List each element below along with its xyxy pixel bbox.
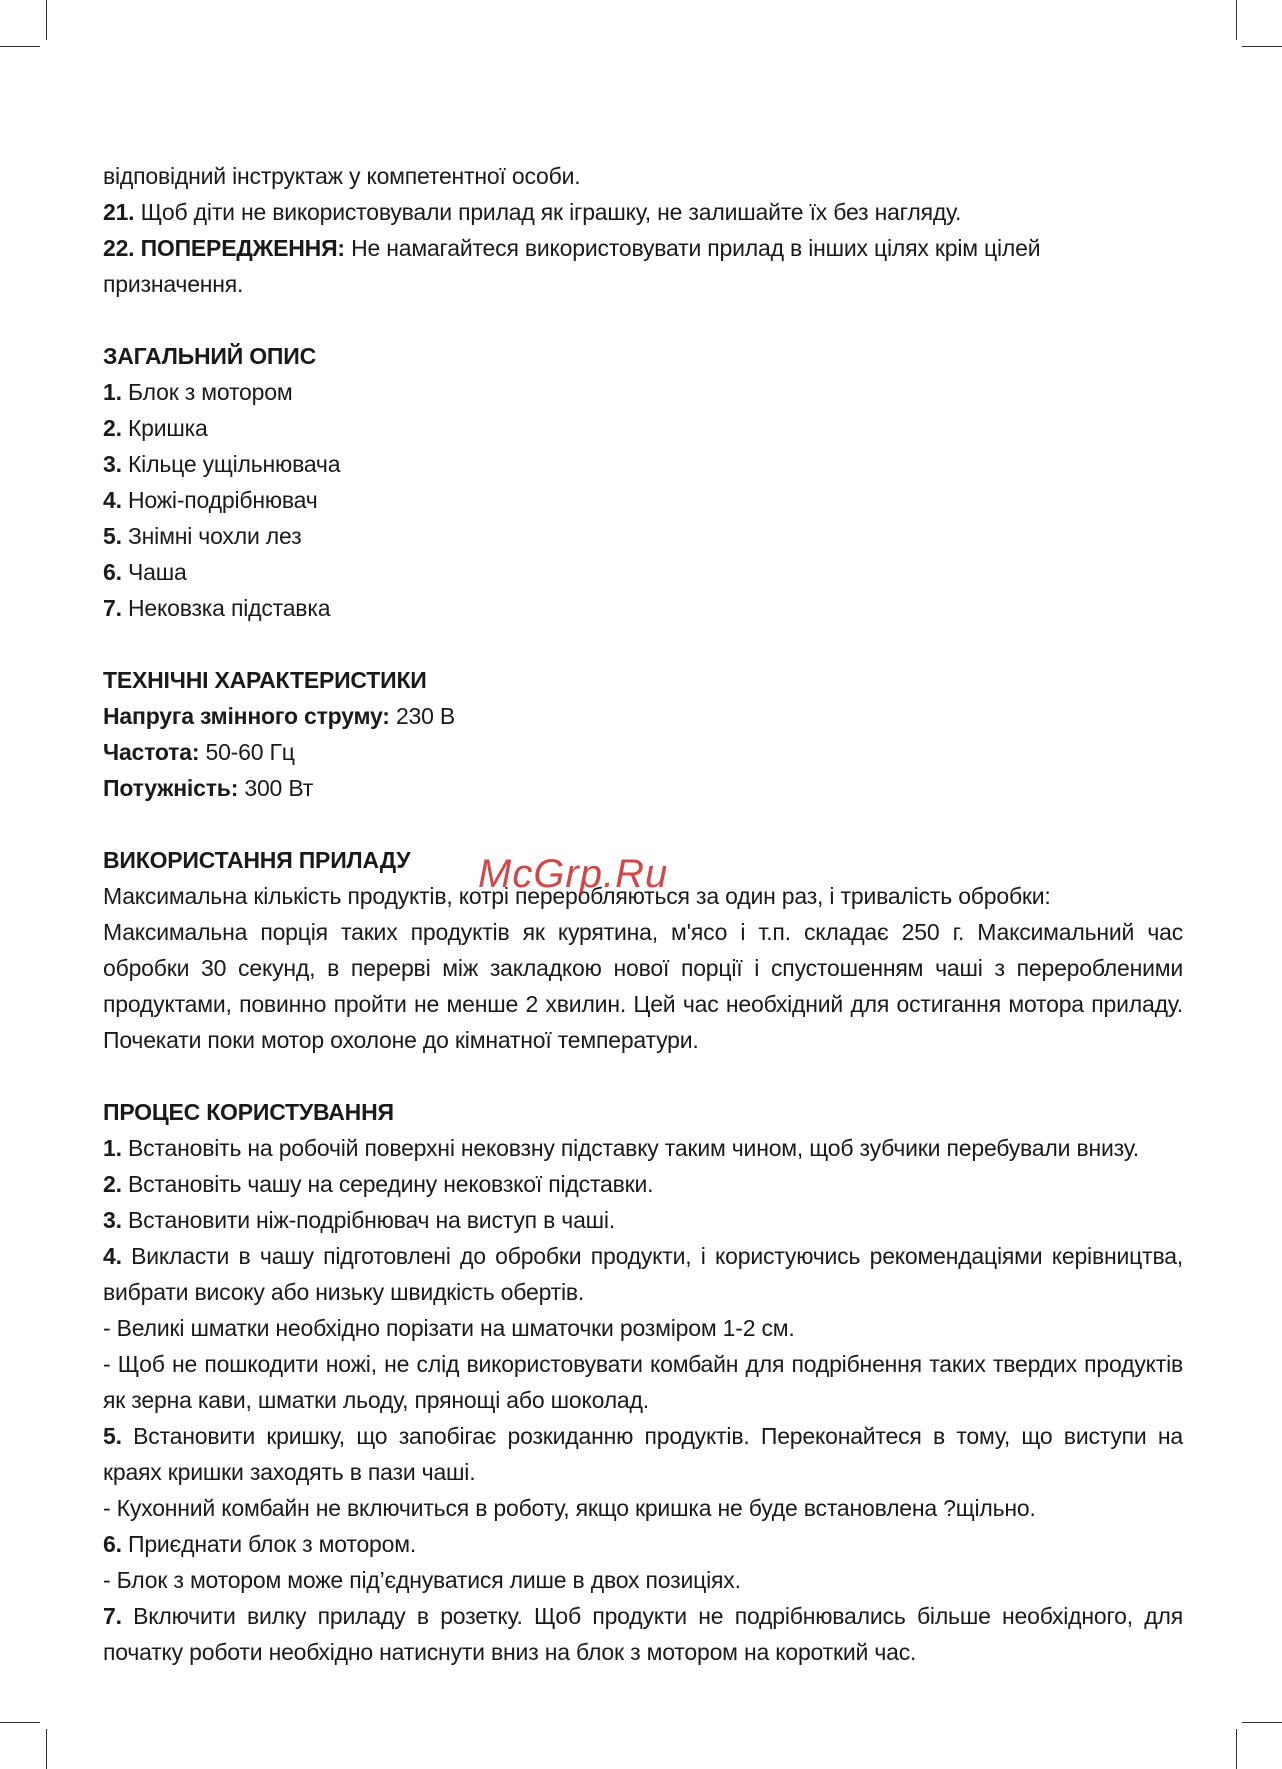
intro-line: відповідний інструктаж у компетентної особи. [103,163,581,189]
crop-mark-top-right-h [1242,46,1282,47]
step-4-note-b: - Щоб не пошкодити ножі, не слід використовувати комбайн для подрібнення таких твердих продуктів як зерна кави, шматки льоду, прянощі або шоколад. [103,1351,1183,1413]
heading-process: ПРОЦЕС КОРИСТУВАННЯ [103,1099,394,1125]
spec-power: Потужність: 300 Вт [103,775,314,801]
list-item: 1. Блок з мотором [103,379,293,405]
item-number: 22. ПОПЕРЕДЖЕННЯ: [103,235,345,261]
step-7: 7. Включити вилку приладу в розетку. Щоб продукти не подрібнювались більше необхідного, для початку роботи необхідно натиснути вниз на блок з мотором на короткий час. [103,1603,1183,1665]
step-4-note-a: - Великі шматки необхідно порізати на шматочки розміром 1-2 см. [103,1315,795,1341]
step-3: 3. Встановити ніж-подрібнювач на виступ в чаші. [103,1207,616,1233]
list-item: 4. Ножі-подрібнювач [103,487,318,513]
heading-usage: ВИКОРИСТАННЯ ПРИЛАДУ [103,847,411,873]
watermark: McGrp.Ru [478,852,669,896]
spec-frequency: Частота: 50-60 Гц [103,739,295,765]
step-6: 6. Приєднати блок з мотором. [103,1531,417,1557]
crop-mark-top-left-v [46,0,47,40]
step-5-note-a: - Кухонний комбайн не включиться в роботу, якщо кришка не буде встановлена ?щільно. [103,1495,1036,1521]
heading-general-description: ЗАГАЛЬНИЙ ОПИС [103,343,316,369]
step-1: 1. Встановіть на робочій поверхні нековзну підставку таким чином, щоб зубчики перебували внизу. [103,1135,1139,1161]
document-body [103,158,1183,1670]
item-number: 21. [103,199,135,225]
spec-voltage: Напруга змінного струму: 230 В [103,703,456,729]
safety-item-21 [103,194,1183,230]
usage-intro-line: Максимальна кількість продуктів, котрі переробляються за один раз, і тривалість обробки: [103,883,1051,909]
heading-technical-specs: ТЕХНІЧНІ ХАРАКТЕРИСТИКИ [103,667,427,693]
item-text: Щоб діти не використовували прилад як іграшку, не залишайте їх без нагляду. [134,199,962,225]
list-item: 3. Кільце ущільнювача [103,451,341,477]
safety-item-22 [103,230,1183,302]
step-6-note-a: - Блок з мотором може під’єднуватися лише в двох позиціях. [103,1567,741,1593]
crop-mark-bottom-right-h [1242,1722,1282,1723]
crop-mark-bottom-left-h [0,1722,40,1723]
crop-mark-top-left-h [0,46,40,47]
item-text: Не намагайтеся використовувати прилад в інших цілях крім цілей призначення. [103,235,1041,297]
crop-mark-bottom-right-v [1236,1729,1237,1769]
list-item: 5. Знімні чохли лез [103,523,302,549]
step-2: 2. Встановіть чашу на середину нековзкої підставки. [103,1171,654,1197]
parts-list [103,374,1183,626]
crop-mark-top-right-v [1236,0,1237,40]
usage-paragraph: Максимальна порція таких продуктів як курятина, м'ясо і т.п. складає 250 г. Максимальний час обробки 30 секунд, в перерві між закладкою нової порції і спустошенням чаші з переробленими продуктами, повинно пройти не менше 2 хвилин. Цей час необхідний для остигання мотора приладу. Почекати поки мотор охолоне до кімнатної температури. [103,919,1183,1053]
list-item: 6. Чаша [103,559,187,585]
list-item: 7. Нековзка підставка [103,595,331,621]
list-item: 2. Кришка [103,415,208,441]
step-5: 5. Встановити кришку, що запобігає розкиданню продуктів. Переконайтеся в тому, що виступи на краях кришки заходять в пази чаші. [103,1423,1183,1485]
crop-mark-bottom-left-v [46,1729,47,1769]
step-4: 4. Викласти в чашу підготовлені до обробки продукти, і користуючись рекомендаціями керівництва, вибрати високу або низьку швидкість обертів. [103,1243,1183,1305]
